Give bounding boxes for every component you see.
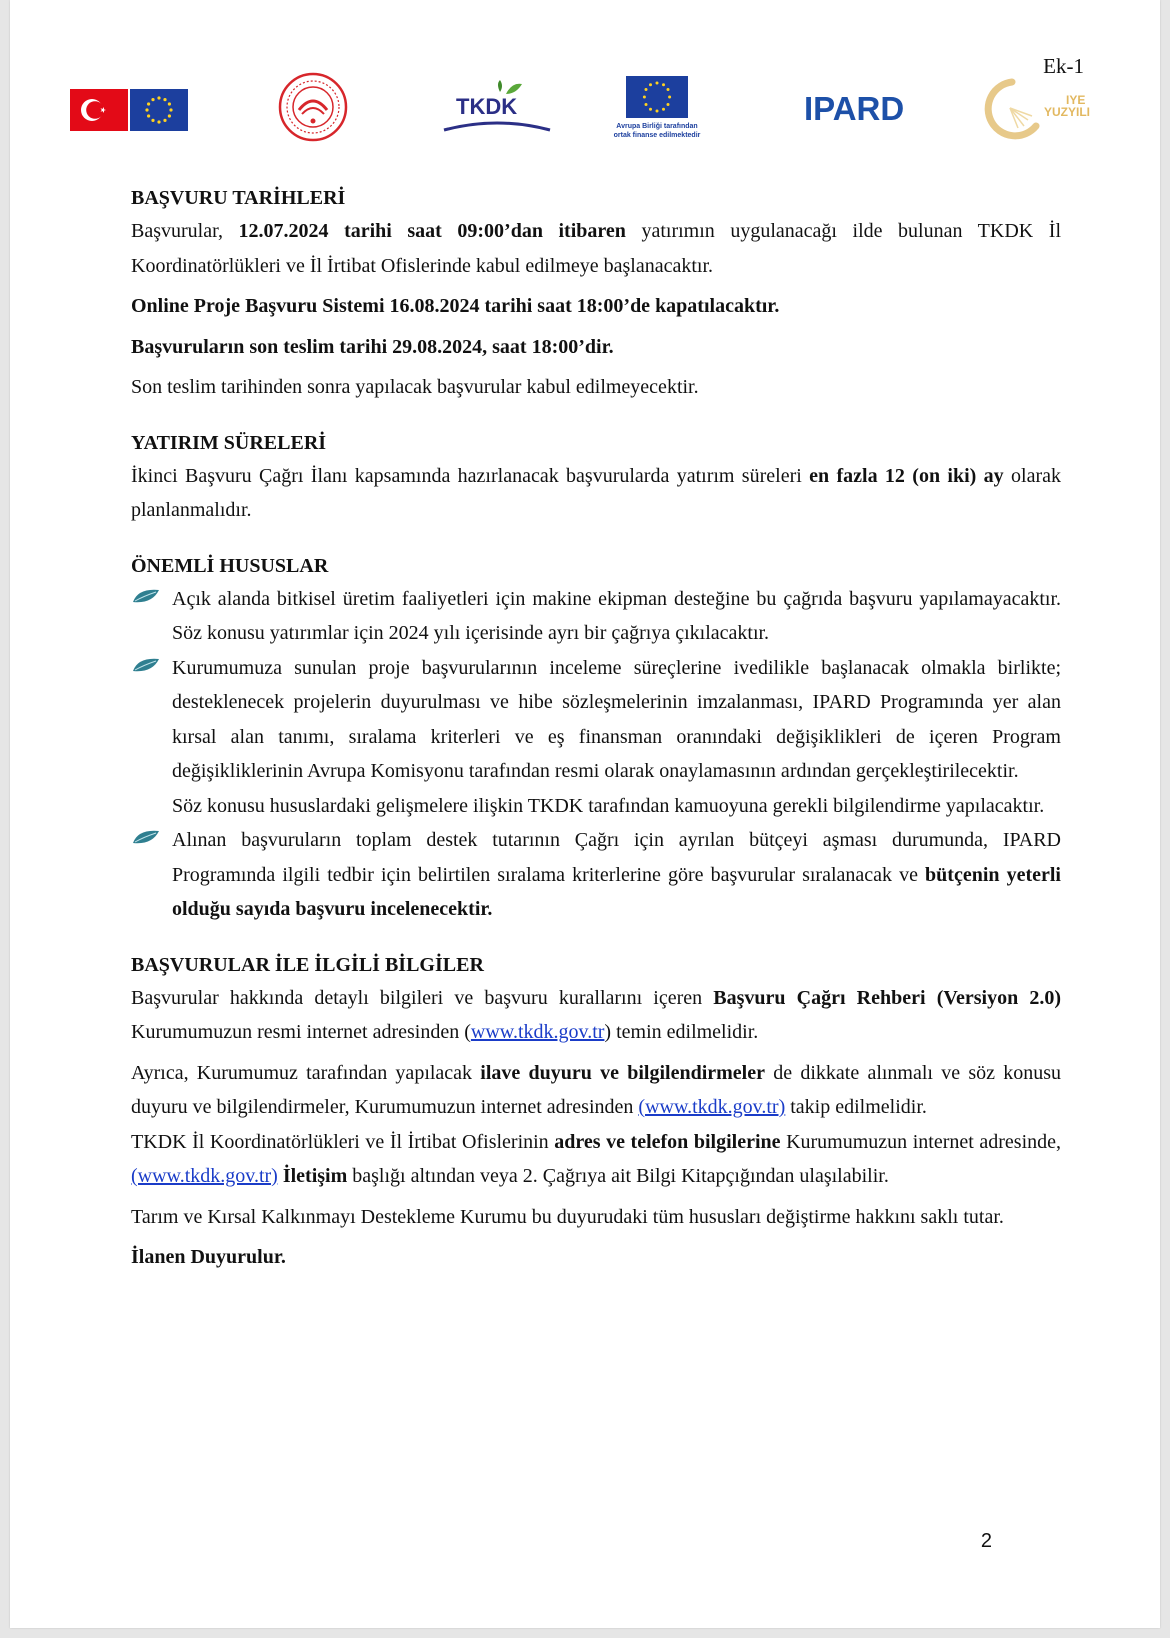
logo-bar (10, 72, 1160, 152)
paragraph-contact-info (131, 1125, 1061, 1194)
tkdk-logo-text: TKDK (456, 94, 518, 119)
paragraph-online-close (131, 289, 1061, 324)
text-run: de dikkate alınmalı ve söz konusu duyuru ve bilgilendirmeler, Kurumumuzun internet adresinden (131, 1061, 1062, 1118)
leaf-bullet-icon (132, 828, 160, 846)
bullet-text: Alınan başvuruların toplam destek tutarının Çağrı için ayrılan bütçeyi aşması durumunda, IPARD Programında ilgili tedbir için belirtilen sıralama kriterlerine göre başvurular sıralanacak ve (172, 829, 1061, 886)
heading-basvurular-bilgiler: BAŞVURULAR İLE İLGİLİ BİLGİLER (131, 953, 484, 976)
bold-run: adres ve telefon bilgilerine (554, 1130, 781, 1153)
leaf-bullet-icon (132, 587, 160, 605)
bullet-continuation-text: Söz konusu hususlardaki gelişmelere ilişkin TKDK tarafından kamuoyuna gerekli bilgilendirme yapılacaktır. (172, 794, 1045, 817)
text-run: Kurumumuzun internet adresinde, (780, 1130, 1061, 1153)
tkdk-logo (442, 80, 552, 136)
paragraph-announcements (131, 1056, 1061, 1125)
paragraph-deadline (131, 330, 1061, 365)
text-run: yatırımın uygulanacağı ilde bulunan TKDK İl Koordinatörlükleri ve İl İrtibat Ofislerinde kabul edilmeye başlanacaktır. (131, 220, 1061, 277)
tkdk-website-link[interactable]: (www.tkdk.gov.tr) (131, 1165, 278, 1187)
text-run: İkinci Başvuru Çağrı İlanı kapsamında hazırlanacak başvurularda yatırım süreleri (131, 464, 810, 487)
eu-caption-line1: Avrupa Birliği tarafından (616, 123, 698, 130)
text-run: Başvurular, (131, 220, 239, 242)
text-run: Ayrıca, Kurumumuz tarafından yapılacak (131, 1061, 481, 1084)
bold-run: Başvuru Çağrı Rehberi (Versiyon 2.0) (713, 986, 1061, 1009)
bold-run: en fazla 12 (on iki) ay (809, 464, 1004, 487)
bold-run: İlanen Duyurulur. (131, 1246, 286, 1268)
list-item (131, 651, 1061, 824)
document-body (131, 182, 1061, 1275)
text-run: Başvurular hakkında detaylı bilgileri ve başvuru kurallarını içeren (131, 986, 714, 1009)
bold-run: bütçenin yeterli olduğu sayıda başvuru incelenecektir. (172, 863, 1061, 920)
paragraph-investment-duration (131, 459, 1061, 528)
paragraph-basvuru-start (131, 214, 1061, 283)
ministry-seal-logo (278, 72, 348, 142)
text-run: başlığı altından veya 2. Çağrıya ait Bilgi Kitapçığından ulaşılabilir. (347, 1165, 889, 1187)
ipard-logo (800, 84, 912, 128)
yuzyil-text-2: YUZYILI (1044, 105, 1091, 119)
ipard-logo-text: IPARD (804, 90, 905, 127)
heading-onemli-hususlar: ÖNEMLİ HUSUSLAR (131, 554, 329, 577)
eu-caption-line2: ortak finanse edilmektedir (613, 132, 701, 139)
bold-run: ilave duyuru ve bilgilendirmeler (480, 1061, 765, 1084)
bold-run: 12.07.2024 tarihi saat 09:00’dan itibaren (238, 220, 626, 242)
heading-basvuru-tarihleri: BAŞVURU TARİHLERİ (131, 187, 346, 209)
list-item (131, 582, 1061, 651)
page-number: 2 (980, 1530, 992, 1552)
text-run: takip edilmelidir. (785, 1096, 927, 1118)
bold-run: Başvuruların son teslim tarihi 29.08.2024, saat 18:00’dir. (131, 335, 614, 358)
list-item (131, 823, 1061, 927)
important-points-list (131, 582, 1061, 927)
closing-line (131, 1240, 1061, 1275)
tkdk-website-link[interactable]: (www.tkdk.gov.tr) (638, 1096, 786, 1118)
text-run: olarak planlanmalıdır. (131, 464, 1061, 521)
tkdk-website-link[interactable]: www.tkdk.gov.tr (470, 1021, 605, 1043)
bold-run: İletişim (282, 1165, 348, 1187)
bullet-text: Kurumumuza sunulan proje başvurularının inceleme süreçlerine ivedilikle başlanacak olmakla birlikte; desteklenecek projelerin duyurulması ve hibe sözleşmelerinin imzalanması, IPARD Programında yer alan kırsal alan tanımı, sıralama kriterleri ve eş finansman oranındaki değişiklikleri de içeren Program değişikliklerinin Avrupa Komisyonu tarafından resmi olarak onaylamasının ardından gerçekleştirilecektir. (172, 656, 1061, 782)
heading-yatirim-sureleri: YATIRIM SÜRELERİ (131, 431, 327, 454)
text-run: Kurumumuzun resmi internet adresinden ( (131, 1021, 471, 1043)
yuzyil-text-1: IYE (1066, 93, 1086, 107)
text-run: ) temin edilmelidir. (604, 1021, 759, 1043)
paragraph-late-notice: Son teslim tarihinden sonra yapılacak başvurular kabul edilmeyecektir. (131, 376, 699, 398)
bold-run: Online Proje Başvuru Sistemi 16.08.2024 tarihi saat 18:00’de kapatılacaktır. (131, 295, 780, 317)
turkey-eu-flags-logo (70, 89, 188, 131)
paragraph-rights-reserved: Tarım ve Kırsal Kalkınmayı Destekleme Kurumu bu duyurudaki tüm hususları değiştirme hakkını saklı tutar. (131, 1205, 1004, 1228)
annex-label: Ek-1 (1043, 54, 1084, 78)
eu-cofunded-logo (612, 76, 722, 142)
leaf-bullet-icon (132, 656, 160, 674)
turkiye-yuzyili-logo (976, 76, 1102, 140)
document-page (10, 0, 1160, 1628)
bullet-text: Açık alanda bitkisel üretim faaliyetleri için makine ekipman desteğine bu çağrıda başvuru yapılamayacaktır. Söz konusu yatırımlar için 2024 yılı içerisinde ayrı bir çağrıya çıkılacaktır. (172, 587, 1061, 644)
paragraph-guide (131, 981, 1061, 1050)
text-run: TKDK İl Koordinatörlükleri ve İl İrtibat Ofislerinin (131, 1130, 555, 1153)
